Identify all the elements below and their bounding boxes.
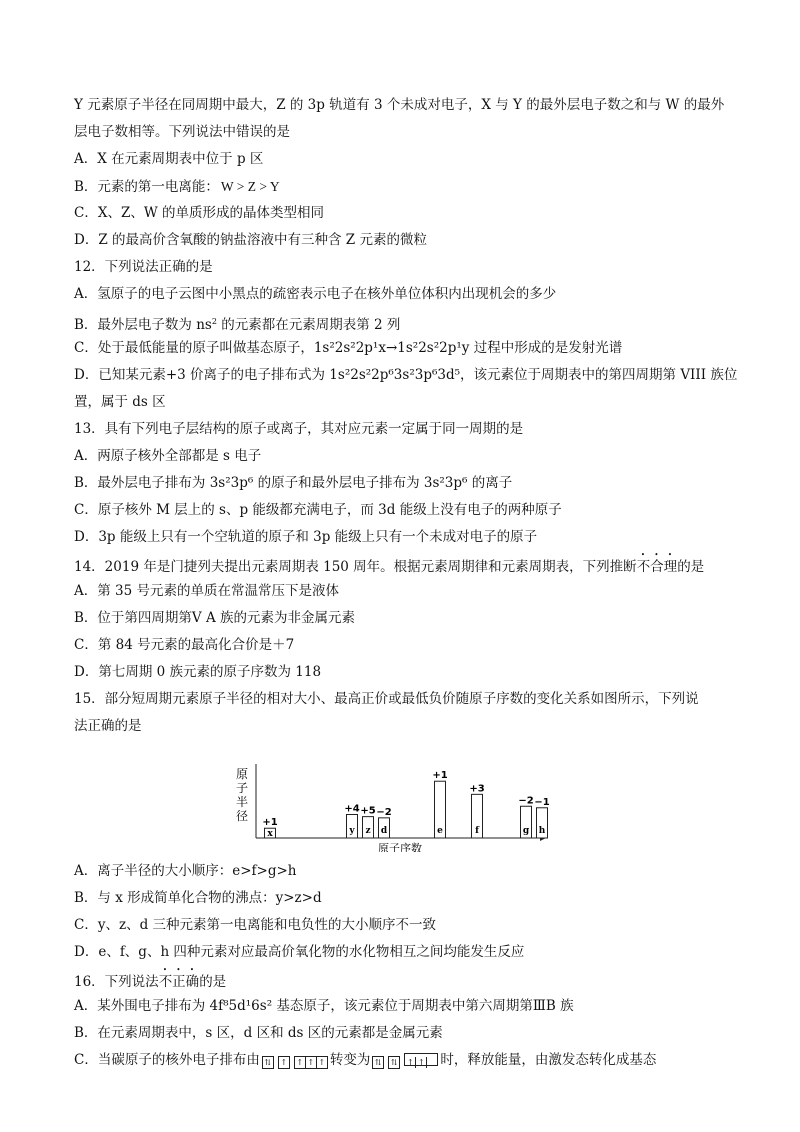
y-axis-label-char: 子 bbox=[235, 781, 249, 795]
y-axis-label-char: 径 bbox=[235, 809, 249, 823]
q13-stem: 13．具有下列电子层结构的原子或离子，其对应元素一定属于同一周期的是 bbox=[74, 421, 524, 437]
q15-option-d: D．e、f、g、h 四种元素对应最高价氧化物的水化物相互之间均能发生反应 bbox=[74, 944, 525, 960]
orbital-diagram-2s-b: ⇅ bbox=[388, 1056, 400, 1069]
q16-stem-emphasis: 不正确 bbox=[158, 974, 200, 990]
q16-stem-prefix: 16．下列说法 bbox=[74, 974, 159, 990]
q12-option-c-prefix: C．处于最低能量的原子叫做基态原子， bbox=[74, 340, 314, 356]
atomic-radius-chart bbox=[74, 744, 734, 852]
q12-option-b-sup: 2 bbox=[211, 317, 217, 326]
bar-label-y: y bbox=[349, 826, 355, 836]
orbital-diagram-2p: ↑ ↑ ↑ bbox=[294, 1056, 328, 1069]
orbital-diagram-2s: ↑ bbox=[278, 1056, 290, 1069]
q12-option-d-line-1: D．已知某元素+3 价离子的电子排布式为 1s²2s²2p⁶3s²3p⁶3d⁵，该元素位于周期表中的第四周期第 VIII 族位 bbox=[74, 367, 738, 383]
q14-stem-prefix: 14．2019 年是门捷列夫提出元素周期表 150 周年。根据元素周期律和元素周期表，下列推断 bbox=[74, 559, 637, 575]
exam-page bbox=[74, 92, 738, 1074]
q15-stem-line-1: 15．部分短周期元素原子半径的相对大小、最高正价或最低负价随原子序数的变化关系如图所示，下列说 bbox=[74, 691, 699, 707]
q11-option-d: D．Z 的最高价含氧酸的钠盐溶液中有三种含 Z 元素的微粒 bbox=[74, 232, 427, 248]
q12-option-c-suffix: 过程中形成的是发射光谱 bbox=[469, 340, 623, 356]
q11-option-b-expr: W > Z > Y bbox=[220, 179, 280, 194]
orbital-diagram-2p-b: ↑ ↑ bbox=[404, 1053, 438, 1066]
q16-stem bbox=[74, 966, 734, 993]
q15-option-b: B．与 x 形成简单化合物的沸点：y>z>d bbox=[74, 890, 322, 906]
bar-label-e: e bbox=[437, 826, 443, 836]
q11-option-b-text: B．元素的第一电离能： bbox=[74, 179, 219, 195]
q13-option-b: B．最外层电子排布为 3s²3p⁶ 的原子和最外层电子排布为 3s²3p⁶ 的离子 bbox=[74, 475, 513, 491]
q15-stem-line-2: 法正确的是 bbox=[74, 718, 142, 734]
bar-label-g: g bbox=[522, 826, 530, 836]
q11-option-c: C．X、Z、W 的单质形成的晶体类型相同 bbox=[74, 205, 324, 221]
q16-option-c bbox=[74, 1047, 734, 1074]
q14-option-c: C．第 84 号元素的最高化合价是＋7 bbox=[74, 637, 295, 653]
q13-option-d: D．3p 能级上只有一个空轨道的原子和 3p 能级上只有一个未成对电子的原子 bbox=[74, 529, 538, 545]
valence-label-d: −2 bbox=[376, 806, 392, 818]
valence-label-g: −2 bbox=[518, 795, 534, 807]
q14-stem-suffix: 的是 bbox=[677, 559, 705, 575]
q16-option-a: A．某外围电子排布为 4f⁸5d¹6s² 基态原子，该元素位于周期表中第六周期第ⅢB 族 bbox=[74, 998, 574, 1014]
q12-option-a: A．氢原子的电子云图中小黑点的疏密表示电子在核外单位体积内出现机会的多少 bbox=[74, 286, 557, 302]
valence-label-f: +3 bbox=[469, 783, 485, 795]
q12-option-c-config1: 1s²2s²2p¹x bbox=[313, 340, 386, 356]
bar-label-h: h bbox=[538, 826, 546, 836]
q11-option-b bbox=[74, 173, 734, 200]
y-axis-label-char: 半 bbox=[235, 795, 249, 809]
q12-option-b-suffix: 的元素都在元素周期表第 2 列 bbox=[216, 317, 401, 333]
q14-option-d: D．第七周期 0 族元素的原子序数为 118 bbox=[74, 664, 322, 680]
valence-label-y: +4 bbox=[344, 803, 360, 815]
valence-label-x: +1 bbox=[262, 817, 278, 829]
q14-stem-emphasis: 不合理 bbox=[636, 559, 678, 575]
q16-stem-suffix: 的是 bbox=[199, 974, 227, 990]
q12-option-b bbox=[74, 308, 734, 335]
q12-option-b-prefix: B．最外层电子数为 ns bbox=[74, 317, 212, 333]
intro-line-1: Y 元素原子半径在同周期中最大，Z 的 3p 轨道有 3 个未成对电子，X 与 Y 的最外层电子数之和与 W 的最外 bbox=[74, 97, 725, 113]
q14-option-a: A．第 35 号元素的单质在常温常压下是液体 bbox=[74, 583, 340, 599]
q11-option-a: A．X 在元素周期表中位于 p 区 bbox=[74, 151, 264, 167]
q12-option-c-config2: 1s²2s²2p¹y bbox=[397, 340, 470, 356]
q12-option-d-line-2: 置，属于 ds 区 bbox=[74, 394, 166, 410]
valence-label-h: −1 bbox=[534, 796, 550, 808]
q13-option-c: C．原子核外 M 层上的 s、p 能级都充满电子，而 3d 能级上没有电子的两种原子 bbox=[74, 502, 562, 518]
q16-option-c-suffix: 时，释放能量，由激发态转化成基态 bbox=[440, 1052, 657, 1068]
atomic-radius-chart-svg bbox=[74, 744, 734, 852]
q14-stem bbox=[74, 551, 734, 578]
bar-label-f: f bbox=[475, 826, 479, 836]
x-axis-label: 原子序数 bbox=[378, 842, 422, 852]
bar-label-d: d bbox=[380, 826, 388, 836]
q12-stem: 12．下列说法正确的是 bbox=[74, 259, 213, 275]
intro-line-2: 层电子数相等。下列说法中错误的是 bbox=[74, 124, 290, 140]
arrow-icon: → bbox=[385, 340, 398, 356]
bar-label-x: x bbox=[267, 829, 273, 840]
q15-option-a: A．离子半径的大小顺序：e>f>g>h bbox=[74, 863, 297, 879]
q13-option-a: A．两原子核外全部都是 s 电子 bbox=[74, 448, 262, 464]
valence-label-z: +5 bbox=[360, 805, 376, 817]
q12-option-c bbox=[74, 335, 734, 362]
valence-label-e: +1 bbox=[432, 770, 448, 782]
q15-option-c: C．y、z、d 三种元素第一电离能和电负性的大小顺序不一致 bbox=[74, 917, 437, 933]
q16-option-b: B．在元素周期表中，s 区，d 区和 ds 区的元素都是金属元素 bbox=[74, 1025, 443, 1041]
q16-option-c-mid: 转变为 bbox=[329, 1052, 371, 1068]
y-axis-label-char: 原 bbox=[235, 767, 249, 781]
bar-label-z: z bbox=[365, 826, 371, 836]
q16-option-c-prefix: C．当碳原子的核外电子排布由 bbox=[74, 1052, 260, 1068]
q14-option-b: B．位于第四周期第Ⅴ A 族的元素为非金属元素 bbox=[74, 610, 356, 626]
orbital-diagram-1s-b: ⇅ bbox=[372, 1056, 384, 1069]
orbital-diagram-1s: ⇅ bbox=[262, 1056, 274, 1069]
